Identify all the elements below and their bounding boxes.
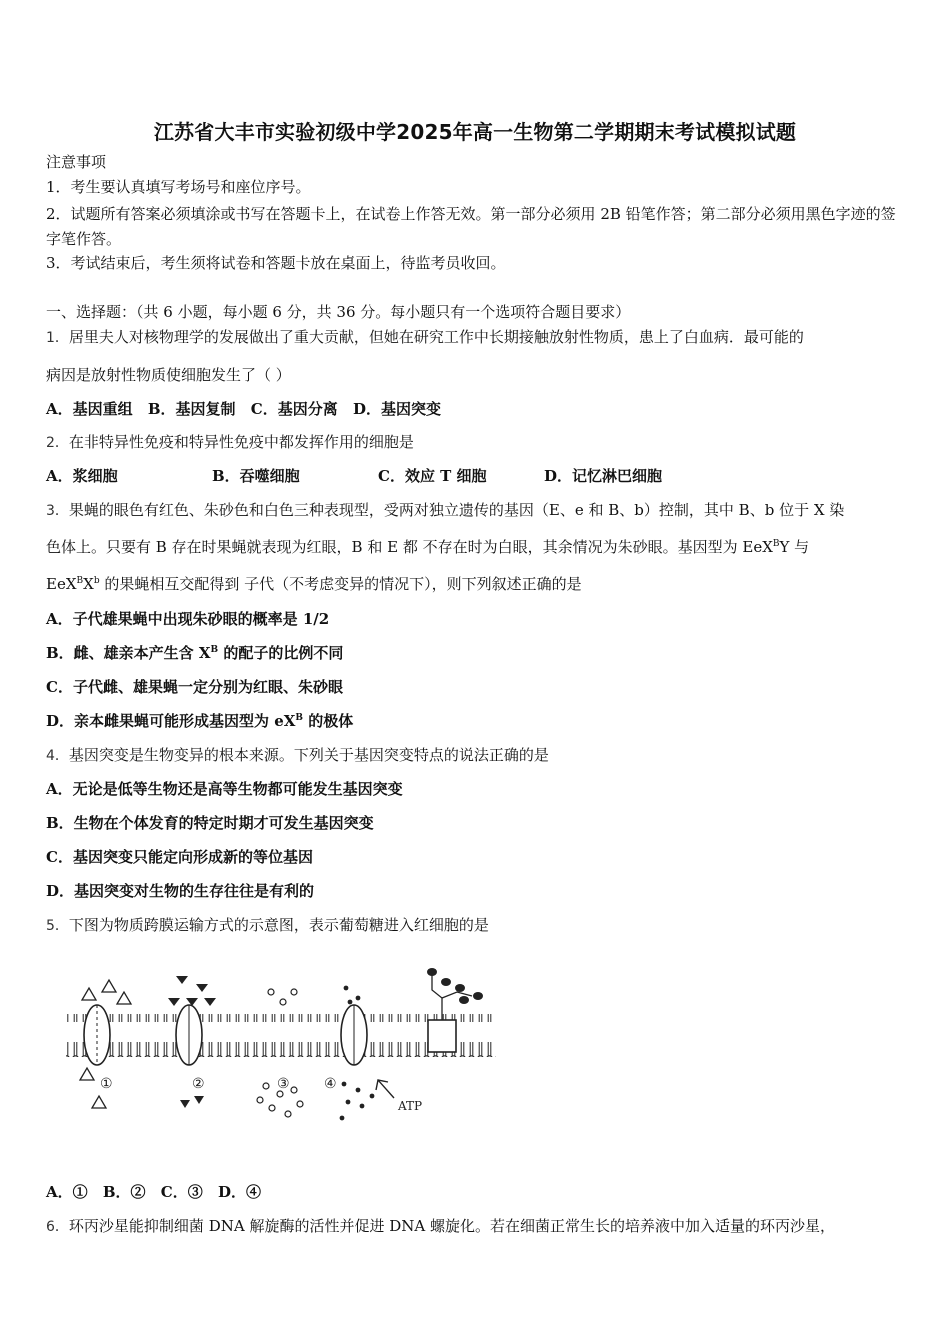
option-b[interactable] — [46, 643, 343, 663]
question-number: 1． — [46, 330, 69, 346]
section-heading: 一、选择题：（共 6 小题，每小题 6 分，共 36 分。每小题只有一个选项符合题目要求） — [46, 303, 631, 321]
question-text: 居里夫人对核物理学的发展做出了重大贡献，但她在研究工作中长期接触放射性物质，患上了白血病．最可能的 — [68, 328, 804, 346]
page-title: 江苏省大丰市实验初级中学2025年高一生物第二学期期末考试模拟试题 — [153, 120, 797, 144]
text-segment: D．亲本雌果蝇可能形成基因型为 eX — [46, 712, 296, 730]
option-d[interactable]: D．基因突变 — [352, 400, 441, 418]
question-text: 下图为物质跨膜运输方式的示意图，表示葡萄糖进入红细胞的是 — [68, 916, 489, 934]
question-3-stem-line1 — [46, 500, 844, 521]
label-3: ③ — [277, 1076, 290, 1092]
text-segment: 的极体 — [303, 712, 354, 730]
question-3-stem-line2 — [46, 537, 809, 557]
question-number: 4． — [46, 748, 69, 764]
question-5-stem — [46, 915, 489, 936]
option-c[interactable]: C．效应 T 细胞 — [378, 467, 487, 485]
notice-item-3: 3．考试结束后，考生须将试卷和答题卡放在桌面上，待监考员收回。 — [46, 254, 506, 272]
option-d[interactable]: D．④ — [217, 1183, 261, 1201]
option-c[interactable]: C．子代雌、雄果蝇一定分别为红眼、朱砂眼 — [46, 678, 343, 696]
text-segment: 的果蝇相互交配得到 子代（不考虑变异的情况下），则下列叙述正确的是 — [99, 575, 582, 593]
label-2: ② — [192, 1076, 205, 1092]
question-text: 环丙沙星能抑制细菌 DNA 解旋酶的活性并促进 DNA 螺旋化。若在细菌正常生长的培养液中加入适量的环丙沙星， — [68, 1217, 835, 1235]
text-segment: 的配子的比例不同 — [218, 644, 344, 662]
notice-item-1: 1．考生要认真填写考场号和座位序号。 — [46, 178, 311, 196]
option-b[interactable]: B．② — [102, 1183, 146, 1201]
option-a[interactable]: A．① — [46, 1183, 88, 1201]
text-segment: 色体上。只要有 B 存在时果蝇就表现为红眼，B 和 E 都 不存在时为白眼，其余情况为朱砂眼。基因型为 EeX — [46, 538, 773, 556]
option-b[interactable]: B．吞噬细胞 — [212, 467, 300, 485]
option-b[interactable]: B．基因复制 — [147, 400, 236, 418]
notice-heading: 注意事项 — [46, 153, 107, 171]
superscript: B — [76, 576, 84, 586]
question-1-stem-line1 — [46, 327, 804, 348]
option-d[interactable]: D．基因突变对生物的生存往往是有利的 — [46, 882, 315, 900]
question-1-stem-line2: 病因是放射性物质使细胞发生了（ ） — [46, 366, 291, 384]
option-b[interactable]: B．生物在个体发育的特定时期才可发生基因突变 — [46, 814, 374, 832]
option-c[interactable]: C．基因突变只能定向形成新的等位基因 — [46, 848, 313, 866]
superscript: B — [772, 539, 780, 549]
question-text: 果蝇的眼色有红色、朱砂色和白色三种表现型，受两对独立遗传的基因（E、e 和 B、b）控制，其中 B、b 位于 X 染 — [68, 501, 845, 519]
question-text: 基因突变是生物变异的根本来源。下列关于基因突变特点的说法正确的是 — [68, 746, 549, 764]
question-number: 2． — [46, 435, 69, 451]
option-a[interactable]: A．子代雄果蝇中出现朱砂眼的概率是 1/2 — [46, 610, 330, 628]
text-segment: EeX — [46, 575, 77, 593]
membrane-transport-diagram — [62, 962, 508, 1132]
superscript: B — [210, 645, 219, 655]
question-1-options — [46, 399, 451, 419]
question-number: 3． — [46, 503, 69, 519]
label-atp: ATP — [398, 1099, 423, 1113]
question-3-stem-line3 — [46, 574, 582, 594]
question-text: 在非特异性免疫和特异性免疫中都发挥作用的细胞是 — [68, 433, 414, 451]
text-segment: Y 与 — [779, 538, 810, 556]
question-2-stem — [46, 432, 414, 453]
label-1: ① — [100, 1076, 113, 1092]
question-2-options — [46, 466, 710, 486]
option-a[interactable]: A．无论是低等生物还是高等生物都可能发生基因突变 — [46, 780, 403, 798]
option-a[interactable]: A．基因重组 — [46, 400, 133, 418]
question-5-options — [46, 1182, 271, 1202]
label-4: ④ — [324, 1076, 337, 1092]
superscript: B — [295, 713, 304, 723]
question-number: 5． — [46, 918, 69, 934]
question-4-stem — [46, 745, 549, 766]
glycoprotein — [428, 1020, 456, 1052]
text-segment: X — [83, 575, 94, 593]
option-d[interactable]: D．记忆淋巴细胞 — [544, 467, 663, 485]
text-segment: B．雌、雄亲本产生含 X — [46, 644, 211, 662]
option-d[interactable] — [46, 711, 353, 731]
atp-arrow — [378, 1080, 394, 1098]
question-6-stem — [46, 1216, 835, 1237]
option-a[interactable]: A．浆细胞 — [46, 467, 118, 485]
superscript: b — [93, 576, 100, 586]
notice-item-2: 2．试题所有答案必须填涂或书写在答题卡上，在试卷上作答无效。第一部分必须用 2B 铅笔作答；第二部分必须用黑色字迹的签字笔作答。 — [46, 205, 896, 248]
option-c[interactable]: C．基因分离 — [250, 400, 338, 418]
question-number: 6． — [46, 1219, 69, 1235]
option-c[interactable]: C．③ — [160, 1183, 203, 1201]
